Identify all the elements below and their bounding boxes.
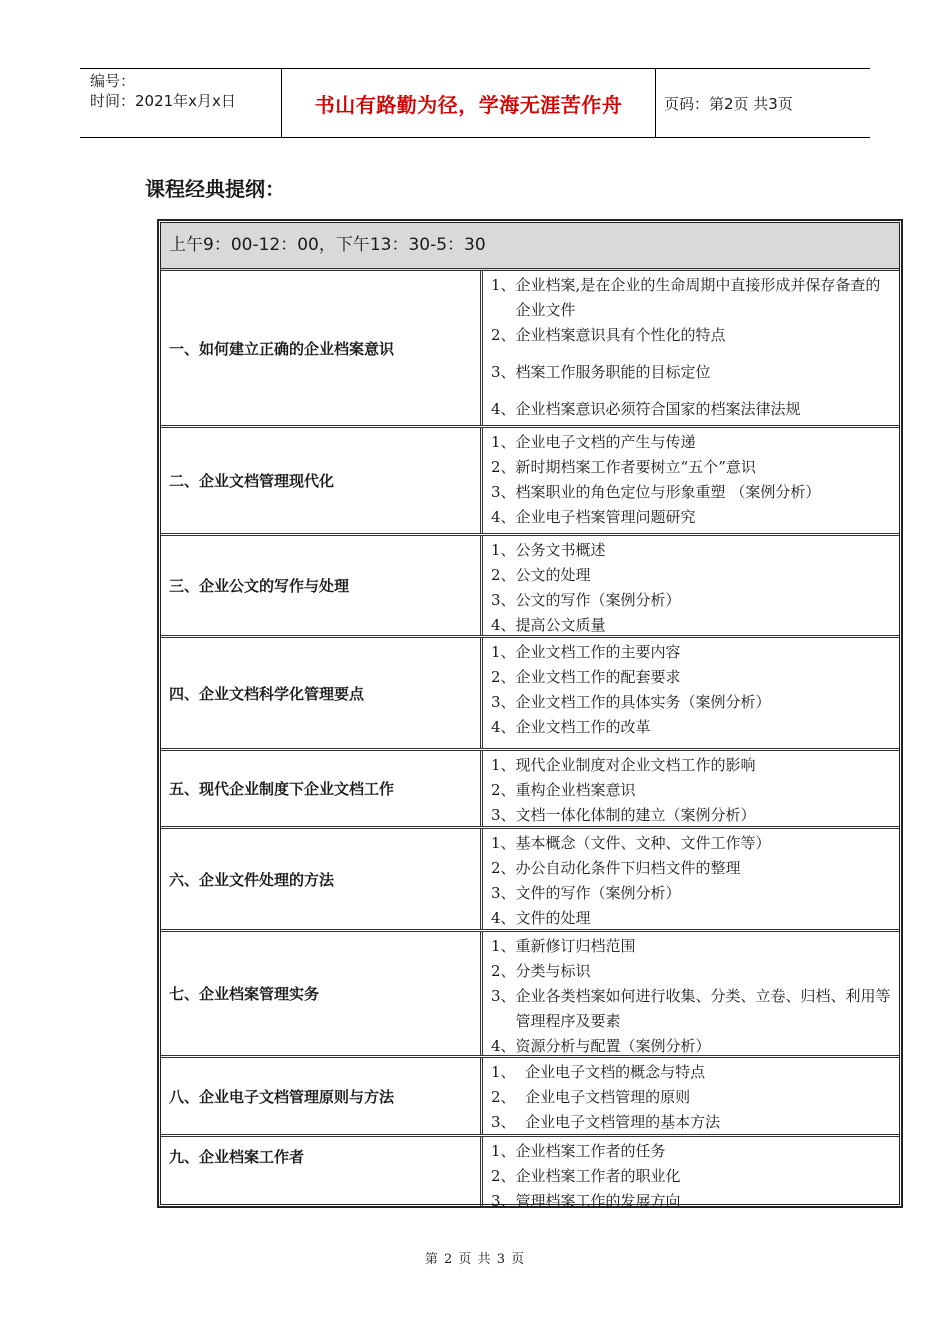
item-number: 2、 <box>491 1088 526 1106</box>
list-item <box>491 778 895 803</box>
topic-title: 二、企业文档管理现代化 <box>161 428 483 533</box>
outline-table-inner <box>160 222 900 1210</box>
item-number: 1、 <box>491 1063 526 1081</box>
topic-items <box>491 934 895 1059</box>
item-text: 档案职业的角色定位与形象重塑 （案例分析） <box>515 483 821 501</box>
item-text: 提高公文质量 <box>515 616 606 634</box>
item-number: 3、 <box>491 987 516 1005</box>
item-text: 现代企业制度对企业文档工作的影响 <box>515 756 756 774</box>
item-text: 基本概念（文件、文种、文件工作等） <box>515 834 771 852</box>
item-number: 1、 <box>491 643 516 661</box>
outline-table <box>157 219 903 1208</box>
list-item <box>491 360 895 385</box>
list-item <box>491 831 895 856</box>
item-number: 1、 <box>491 834 516 852</box>
list-item <box>491 690 895 715</box>
list-item <box>491 1034 895 1059</box>
item-text: 重新修订归档范围 <box>515 937 636 955</box>
list-item <box>491 588 895 613</box>
topic-items <box>491 1139 895 1214</box>
item-text: 办公自动化条件下归档文件的整理 <box>515 859 741 877</box>
item-number: 4、 <box>491 508 516 526</box>
item-number: 1、 <box>491 276 516 294</box>
list-item <box>491 430 895 455</box>
topic-title: 五、现代企业制度下企业文档工作 <box>161 751 483 826</box>
item-text: 企业文档工作的改革 <box>515 718 651 736</box>
section-heading: 课程经典提纲： <box>145 177 285 201</box>
topic-row <box>161 536 899 638</box>
item-number: 4、 <box>491 718 516 736</box>
topic-items <box>491 831 895 931</box>
list-item <box>491 480 895 505</box>
list-item <box>491 906 895 931</box>
topic-title: 九、企业档案工作者 <box>161 1137 483 1207</box>
item-text: 企业电子文档管理的原则 <box>525 1088 691 1106</box>
topic-row <box>161 271 899 428</box>
page-footer: 第 2 页 共 3 页 <box>424 1252 526 1267</box>
item-number: 2、 <box>491 859 516 877</box>
item-text: 企业电子文档的产生与传递 <box>515 433 696 451</box>
item-text: 公文的处理 <box>515 566 591 584</box>
list-item <box>491 665 895 690</box>
list-item <box>491 881 895 906</box>
topic-items <box>491 753 895 828</box>
list-item <box>491 505 895 530</box>
item-text: 企业电子文档管理的基本方法 <box>525 1113 721 1131</box>
topic-title: 六、企业文件处理的方法 <box>161 829 483 929</box>
list-item <box>491 715 895 740</box>
list-item <box>491 538 895 563</box>
item-number: 3、 <box>491 363 516 381</box>
topic-items <box>491 538 895 638</box>
item-number: 2、 <box>491 458 516 476</box>
list-item <box>491 455 895 480</box>
list-item <box>491 273 895 323</box>
item-text: 企业档案工作者的职业化 <box>515 1167 681 1185</box>
item-number: 4、 <box>491 400 516 418</box>
topic-row <box>161 829 899 932</box>
list-item <box>491 959 895 984</box>
topic-title: 三、企业公文的写作与处理 <box>161 536 483 635</box>
item-number: 4、 <box>491 909 516 927</box>
list-item <box>491 613 895 638</box>
item-number: 1、 <box>491 433 516 451</box>
item-text: 文件的处理 <box>515 909 591 927</box>
item-number: 2、 <box>491 566 516 584</box>
item-text: 企业档案工作者的任务 <box>515 1142 666 1160</box>
topic-row <box>161 932 899 1058</box>
item-text: 公文的写作（案例分析） <box>515 591 681 609</box>
item-text: 企业文档工作的主要内容 <box>515 643 681 661</box>
item-text: 重构企业档案意识 <box>515 781 636 799</box>
item-text: 文档一体化体制的建立（案例分析） <box>515 806 756 824</box>
list-item <box>491 1189 895 1214</box>
topic-items <box>491 1060 895 1135</box>
header-meta <box>90 71 236 111</box>
topic-title: 八、企业电子文档管理原则与方法 <box>161 1058 483 1134</box>
item-text: 企业各类档案如何进行收集、分类、立卷、归档、利用等管理程序及要素 <box>515 987 891 1030</box>
topic-row <box>161 638 899 751</box>
item-text: 企业档案意识具有个性化的特点 <box>515 326 726 344</box>
topic-title: 四、企业文档科学化管理要点 <box>161 638 483 748</box>
item-text: 公务文书概述 <box>515 541 606 559</box>
topic-title: 一、如何建立正确的企业档案意识 <box>161 271 483 425</box>
list-item <box>491 1110 895 1135</box>
item-number: 2、 <box>491 781 516 799</box>
item-text: 企业电子档案管理问题研究 <box>515 508 696 526</box>
item-number: 1、 <box>491 756 516 774</box>
item-number: 4、 <box>491 1037 516 1055</box>
item-text: 档案工作服务职能的目标定位 <box>515 363 711 381</box>
list-item <box>491 563 895 588</box>
topic-items <box>491 273 895 422</box>
item-text: 企业文档工作的具体实务（案例分析） <box>515 693 771 711</box>
list-item <box>491 1164 895 1189</box>
item-number: 1、 <box>491 937 516 955</box>
item-number: 1、 <box>491 1142 516 1160</box>
item-text: 资源分析与配置（案例分析） <box>515 1037 711 1055</box>
list-item <box>491 803 895 828</box>
list-item <box>491 323 895 348</box>
item-text: 企业档案,是在企业的生命周期中直接形成并保存备查的企业文件 <box>515 276 881 319</box>
item-number: 3、 <box>491 483 516 501</box>
item-number: 2、 <box>491 668 516 686</box>
page-header <box>80 68 870 138</box>
list-item <box>491 753 895 778</box>
item-number: 3、 <box>491 693 516 711</box>
topic-items <box>491 430 895 530</box>
item-text: 管理档案工作的发展方向 <box>515 1192 681 1210</box>
item-text: 企业电子文档的概念与特点 <box>525 1063 706 1081</box>
item-text: 企业档案意识必须符合国家的档案法律法规 <box>515 400 801 418</box>
item-number: 3、 <box>491 1192 516 1210</box>
item-number: 2、 <box>491 326 516 344</box>
list-item <box>491 1060 895 1085</box>
item-number: 4、 <box>491 616 516 634</box>
item-number: 3、 <box>491 884 516 902</box>
topic-row <box>161 1137 899 1210</box>
number-label: 编号： <box>90 72 136 90</box>
topic-title: 七、企业档案管理实务 <box>161 932 483 1055</box>
header-page-info: 页码：第2页 共3页 <box>664 95 793 113</box>
topic-row <box>161 751 899 829</box>
list-item <box>491 397 895 422</box>
item-text: 文件的写作（案例分析） <box>515 884 681 902</box>
list-item <box>491 640 895 665</box>
list-item <box>491 1085 895 1110</box>
list-item <box>491 1139 895 1164</box>
item-number: 1、 <box>491 541 516 559</box>
schedule-row: 上午9：00-12：00，下午13：30-5：30 <box>161 223 899 271</box>
list-item <box>491 984 895 1034</box>
item-number: 2、 <box>491 1167 516 1185</box>
item-number: 3、 <box>491 806 516 824</box>
item-number: 2、 <box>491 962 516 980</box>
topic-items <box>491 640 895 740</box>
topic-row <box>161 1058 899 1137</box>
header-motto: 书山有路勤为径，学海无涯苦作舟 <box>281 69 656 137</box>
item-text: 分类与标识 <box>515 962 591 980</box>
item-text: 企业文档工作的配套要求 <box>515 668 681 686</box>
item-number: 3、 <box>491 1113 526 1131</box>
item-number: 3、 <box>491 591 516 609</box>
topic-row <box>161 428 899 536</box>
time-label: 时间：2021年x月x日 <box>90 92 236 110</box>
list-item <box>491 934 895 959</box>
item-text: 新时期档案工作者要树立“五个”意识 <box>515 458 756 476</box>
list-item <box>491 856 895 881</box>
